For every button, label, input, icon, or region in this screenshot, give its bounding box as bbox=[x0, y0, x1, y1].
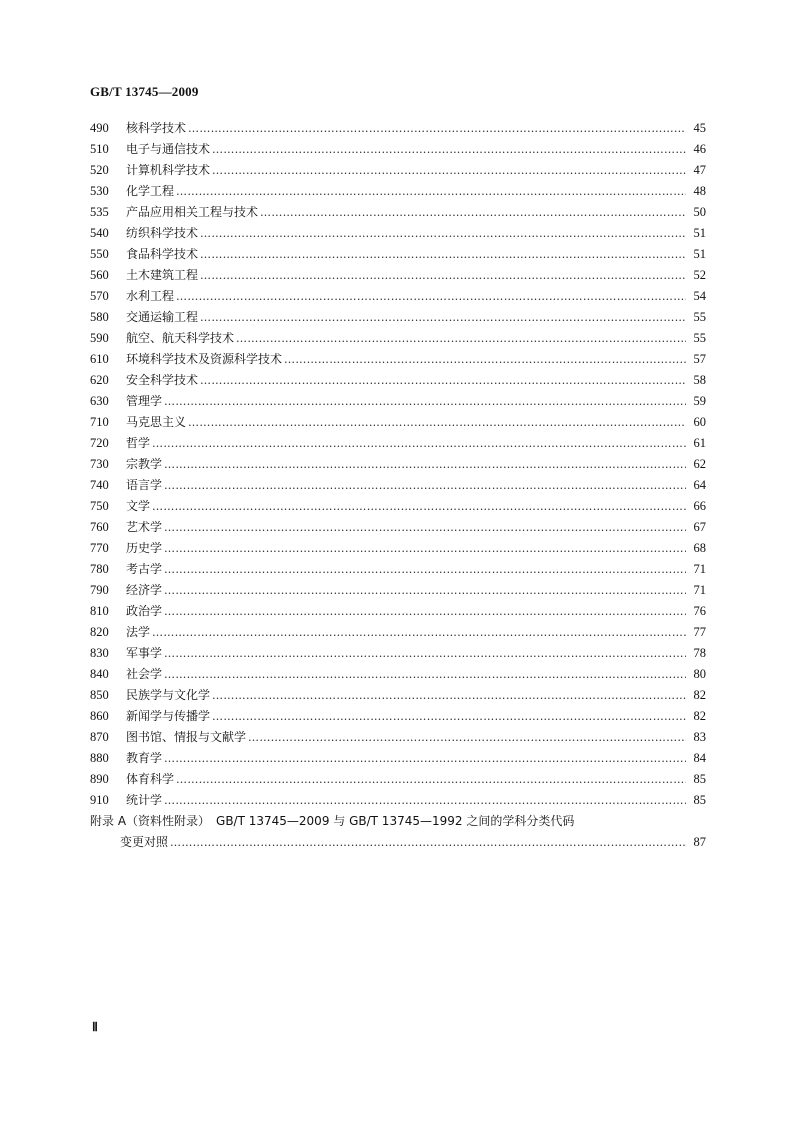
toc-entry-code: 860 bbox=[90, 709, 109, 723]
dot-leader bbox=[200, 307, 686, 328]
standard-code-header: GB/T 13745—2009 bbox=[90, 84, 199, 99]
appendix-page-number: 87 bbox=[693, 835, 706, 849]
toc-entry[interactable] bbox=[90, 727, 706, 748]
appendix-entry-title-cont: 变更对照 bbox=[120, 835, 169, 849]
toc-entry-page: 51 bbox=[693, 247, 706, 261]
dot-leader bbox=[284, 349, 686, 370]
toc-entry-code: 580 bbox=[90, 310, 109, 324]
dot-leader bbox=[248, 727, 686, 748]
toc-entry-code: 560 bbox=[90, 268, 109, 282]
toc-entry-page: 85 bbox=[693, 793, 706, 807]
toc-entry-title: 纺织科学技术 bbox=[126, 226, 199, 240]
toc-entry-page: 50 bbox=[693, 205, 706, 219]
toc-entry-page: 55 bbox=[693, 310, 706, 324]
toc-entry[interactable] bbox=[90, 496, 706, 517]
dot-leader bbox=[236, 328, 686, 349]
dot-leader bbox=[164, 643, 686, 664]
toc-entry-code: 590 bbox=[90, 331, 109, 345]
toc-entry-page: 60 bbox=[693, 415, 706, 429]
toc-entry[interactable] bbox=[90, 391, 706, 412]
dot-leader bbox=[200, 223, 686, 244]
toc-entry[interactable] bbox=[90, 769, 706, 790]
toc-entry[interactable] bbox=[90, 643, 706, 664]
toc-entry-code: 520 bbox=[90, 163, 109, 177]
toc-entry-code: 910 bbox=[90, 793, 109, 807]
toc-entry[interactable] bbox=[90, 328, 706, 349]
toc-entry-code: 630 bbox=[90, 394, 109, 408]
toc-entry-page: 67 bbox=[693, 520, 706, 534]
toc-entry-code: 550 bbox=[90, 247, 109, 261]
toc-entry-code: 610 bbox=[90, 352, 109, 366]
toc-entry[interactable] bbox=[90, 517, 706, 538]
toc-entry-title: 安全科学技术 bbox=[126, 373, 199, 387]
toc-entry-code: 620 bbox=[90, 373, 109, 387]
dot-leader bbox=[164, 748, 686, 769]
toc-entry-code: 830 bbox=[90, 646, 109, 660]
toc-entry-code: 530 bbox=[90, 184, 109, 198]
dot-leader bbox=[200, 244, 686, 265]
dot-leader bbox=[164, 454, 686, 475]
toc-entry-page: 48 bbox=[693, 184, 706, 198]
toc-entry-code: 535 bbox=[90, 205, 109, 219]
toc-entry[interactable] bbox=[90, 475, 706, 496]
toc-entry-code: 770 bbox=[90, 541, 109, 555]
toc-entry-page: 68 bbox=[693, 541, 706, 555]
toc-entry-title: 航空、航天科学技术 bbox=[126, 331, 235, 345]
toc-entry-page: 71 bbox=[693, 562, 706, 576]
toc-entry-code: 840 bbox=[90, 667, 109, 681]
toc-entry-title: 计算机科学技术 bbox=[126, 163, 211, 177]
toc-entry-title: 水利工程 bbox=[126, 289, 175, 303]
toc-entry-page: 82 bbox=[693, 709, 706, 723]
toc-entry[interactable] bbox=[90, 748, 706, 769]
toc-entry-page: 78 bbox=[693, 646, 706, 660]
toc-entry-title: 产品应用相关工程与技术 bbox=[126, 205, 259, 219]
toc-entry-page: 64 bbox=[693, 478, 706, 492]
toc-entry[interactable] bbox=[90, 685, 706, 706]
toc-entry-title: 法学 bbox=[126, 625, 151, 639]
dot-leader bbox=[152, 496, 686, 517]
toc-entry-page: 84 bbox=[693, 751, 706, 765]
dot-leader bbox=[176, 181, 686, 202]
toc-entry-title: 管理学 bbox=[126, 394, 163, 408]
toc-entry-page: 77 bbox=[693, 625, 706, 639]
toc-entry-page: 83 bbox=[693, 730, 706, 744]
toc-entry[interactable] bbox=[90, 265, 706, 286]
dot-leader bbox=[212, 139, 686, 160]
toc-entry[interactable] bbox=[90, 622, 706, 643]
toc-entry-code: 490 bbox=[90, 121, 109, 135]
toc-entry-title: 食品科学技术 bbox=[126, 247, 199, 261]
toc-entry-page: 76 bbox=[693, 604, 706, 618]
dot-leader bbox=[164, 790, 686, 811]
toc-entry-page: 55 bbox=[693, 331, 706, 345]
toc-entry[interactable] bbox=[90, 160, 706, 181]
dot-leader bbox=[188, 412, 686, 433]
dot-leader bbox=[164, 517, 686, 538]
toc-entry-code: 540 bbox=[90, 226, 109, 240]
toc-entry-title: 宗教学 bbox=[126, 457, 163, 471]
dot-leader bbox=[164, 580, 686, 601]
toc-entry[interactable] bbox=[90, 433, 706, 454]
toc-entry-title: 化学工程 bbox=[126, 184, 175, 198]
toc-entry[interactable] bbox=[90, 370, 706, 391]
toc-entry-code: 740 bbox=[90, 478, 109, 492]
toc-entry-page: 57 bbox=[693, 352, 706, 366]
toc-entry-page: 46 bbox=[693, 142, 706, 156]
dot-leader bbox=[152, 433, 686, 454]
toc-entry[interactable] bbox=[90, 664, 706, 685]
toc-entry-page: 62 bbox=[693, 457, 706, 471]
toc-entry-code: 750 bbox=[90, 499, 109, 513]
toc-entry-title: 土木建筑工程 bbox=[126, 268, 199, 282]
toc-entry-code: 870 bbox=[90, 730, 109, 744]
toc-entry-page: 61 bbox=[693, 436, 706, 450]
toc-entry-code: 730 bbox=[90, 457, 109, 471]
toc-entry[interactable] bbox=[90, 286, 706, 307]
table-of-contents bbox=[90, 118, 706, 853]
dot-leader bbox=[164, 475, 686, 496]
toc-entry[interactable] bbox=[90, 202, 706, 223]
toc-entry-title: 经济学 bbox=[126, 583, 163, 597]
toc-entry-title: 历史学 bbox=[126, 541, 163, 555]
dot-leader bbox=[212, 685, 686, 706]
appendix-entry-title[interactable]: 附录 A（资料性附录） GB/T 13745—2009 与 GB/T 13745—1992 之间的学科分类代码 bbox=[90, 814, 575, 828]
dot-leader bbox=[200, 370, 686, 391]
dot-leader bbox=[164, 664, 686, 685]
toc-entry-title: 民族学与文化学 bbox=[126, 688, 211, 702]
toc-entry[interactable] bbox=[90, 601, 706, 622]
dot-leader bbox=[164, 601, 686, 622]
toc-entry-page: 52 bbox=[693, 268, 706, 282]
dot-leader bbox=[164, 538, 686, 559]
toc-entry-title: 核科学技术 bbox=[126, 121, 187, 135]
toc-entry-code: 890 bbox=[90, 772, 109, 786]
toc-entry-title: 电子与通信技术 bbox=[126, 142, 211, 156]
toc-entry-code: 790 bbox=[90, 583, 109, 597]
page-number-roman: Ⅱ bbox=[92, 1020, 98, 1034]
toc-entry[interactable] bbox=[90, 118, 706, 139]
toc-entry-code: 850 bbox=[90, 688, 109, 702]
toc-entry-page: 80 bbox=[693, 667, 706, 681]
toc-entry-title: 体育科学 bbox=[126, 772, 175, 786]
toc-entry-page: 85 bbox=[693, 772, 706, 786]
dot-leader bbox=[152, 622, 686, 643]
toc-entry[interactable] bbox=[90, 559, 706, 580]
dot-leader bbox=[260, 202, 686, 223]
toc-entry[interactable] bbox=[90, 349, 706, 370]
toc-entry[interactable] bbox=[90, 538, 706, 559]
toc-entry-page: 59 bbox=[693, 394, 706, 408]
toc-entry-code: 510 bbox=[90, 142, 109, 156]
toc-entry-title: 艺术学 bbox=[126, 520, 163, 534]
toc-entry-title: 马克思主义 bbox=[126, 415, 187, 429]
toc-entry-title: 新闻学与传播学 bbox=[126, 709, 211, 723]
toc-entry-code: 880 bbox=[90, 751, 109, 765]
toc-entry[interactable] bbox=[90, 706, 706, 727]
toc-entry-page: 71 bbox=[693, 583, 706, 597]
toc-entry-code: 570 bbox=[90, 289, 109, 303]
toc-entry-title: 考古学 bbox=[126, 562, 163, 576]
toc-entry-code: 810 bbox=[90, 604, 109, 618]
toc-entry-title: 军事学 bbox=[126, 646, 163, 660]
toc-entry-code: 710 bbox=[90, 415, 109, 429]
dot-leader bbox=[164, 559, 686, 580]
toc-entry-code: 780 bbox=[90, 562, 109, 576]
toc-entry[interactable] bbox=[90, 307, 706, 328]
toc-entry-title: 语言学 bbox=[126, 478, 163, 492]
toc-entry-code: 760 bbox=[90, 520, 109, 534]
toc-entry-page: 82 bbox=[693, 688, 706, 702]
dot-leader bbox=[170, 832, 686, 853]
toc-entry-title: 社会学 bbox=[126, 667, 163, 681]
dot-leader bbox=[188, 118, 686, 139]
toc-entry-page: 54 bbox=[693, 289, 706, 303]
toc-entry-title: 统计学 bbox=[126, 793, 163, 807]
toc-entry-title: 文学 bbox=[126, 499, 151, 513]
toc-entry[interactable] bbox=[90, 181, 706, 202]
toc-entry-page: 45 bbox=[693, 121, 706, 135]
toc-entry[interactable] bbox=[90, 580, 706, 601]
toc-entry-title: 交通运输工程 bbox=[126, 310, 199, 324]
toc-entry-title: 教育学 bbox=[126, 751, 163, 765]
toc-entry-title: 哲学 bbox=[126, 436, 151, 450]
toc-list bbox=[90, 118, 706, 811]
dot-leader bbox=[212, 160, 686, 181]
toc-entry[interactable] bbox=[90, 790, 706, 811]
toc-entry-page: 51 bbox=[693, 226, 706, 240]
toc-entry[interactable] bbox=[90, 244, 706, 265]
toc-entry-title: 政治学 bbox=[126, 604, 163, 618]
toc-entry-page: 47 bbox=[693, 163, 706, 177]
appendix-entry-continuation[interactable] bbox=[90, 832, 706, 853]
toc-entry-page: 66 bbox=[693, 499, 706, 513]
dot-leader bbox=[164, 391, 686, 412]
dot-leader bbox=[176, 769, 686, 790]
toc-entry[interactable] bbox=[90, 412, 706, 433]
dot-leader bbox=[200, 265, 686, 286]
toc-entry-code: 820 bbox=[90, 625, 109, 639]
toc-entry[interactable] bbox=[90, 454, 706, 475]
toc-entry[interactable] bbox=[90, 139, 706, 160]
toc-entry[interactable] bbox=[90, 223, 706, 244]
dot-leader bbox=[212, 706, 686, 727]
toc-entry-title: 环境科学技术及资源科学技术 bbox=[126, 352, 283, 366]
toc-entry-code: 720 bbox=[90, 436, 109, 450]
toc-entry-page: 58 bbox=[693, 373, 706, 387]
toc-entry-title: 图书馆、情报与文献学 bbox=[126, 730, 247, 744]
dot-leader bbox=[176, 286, 686, 307]
